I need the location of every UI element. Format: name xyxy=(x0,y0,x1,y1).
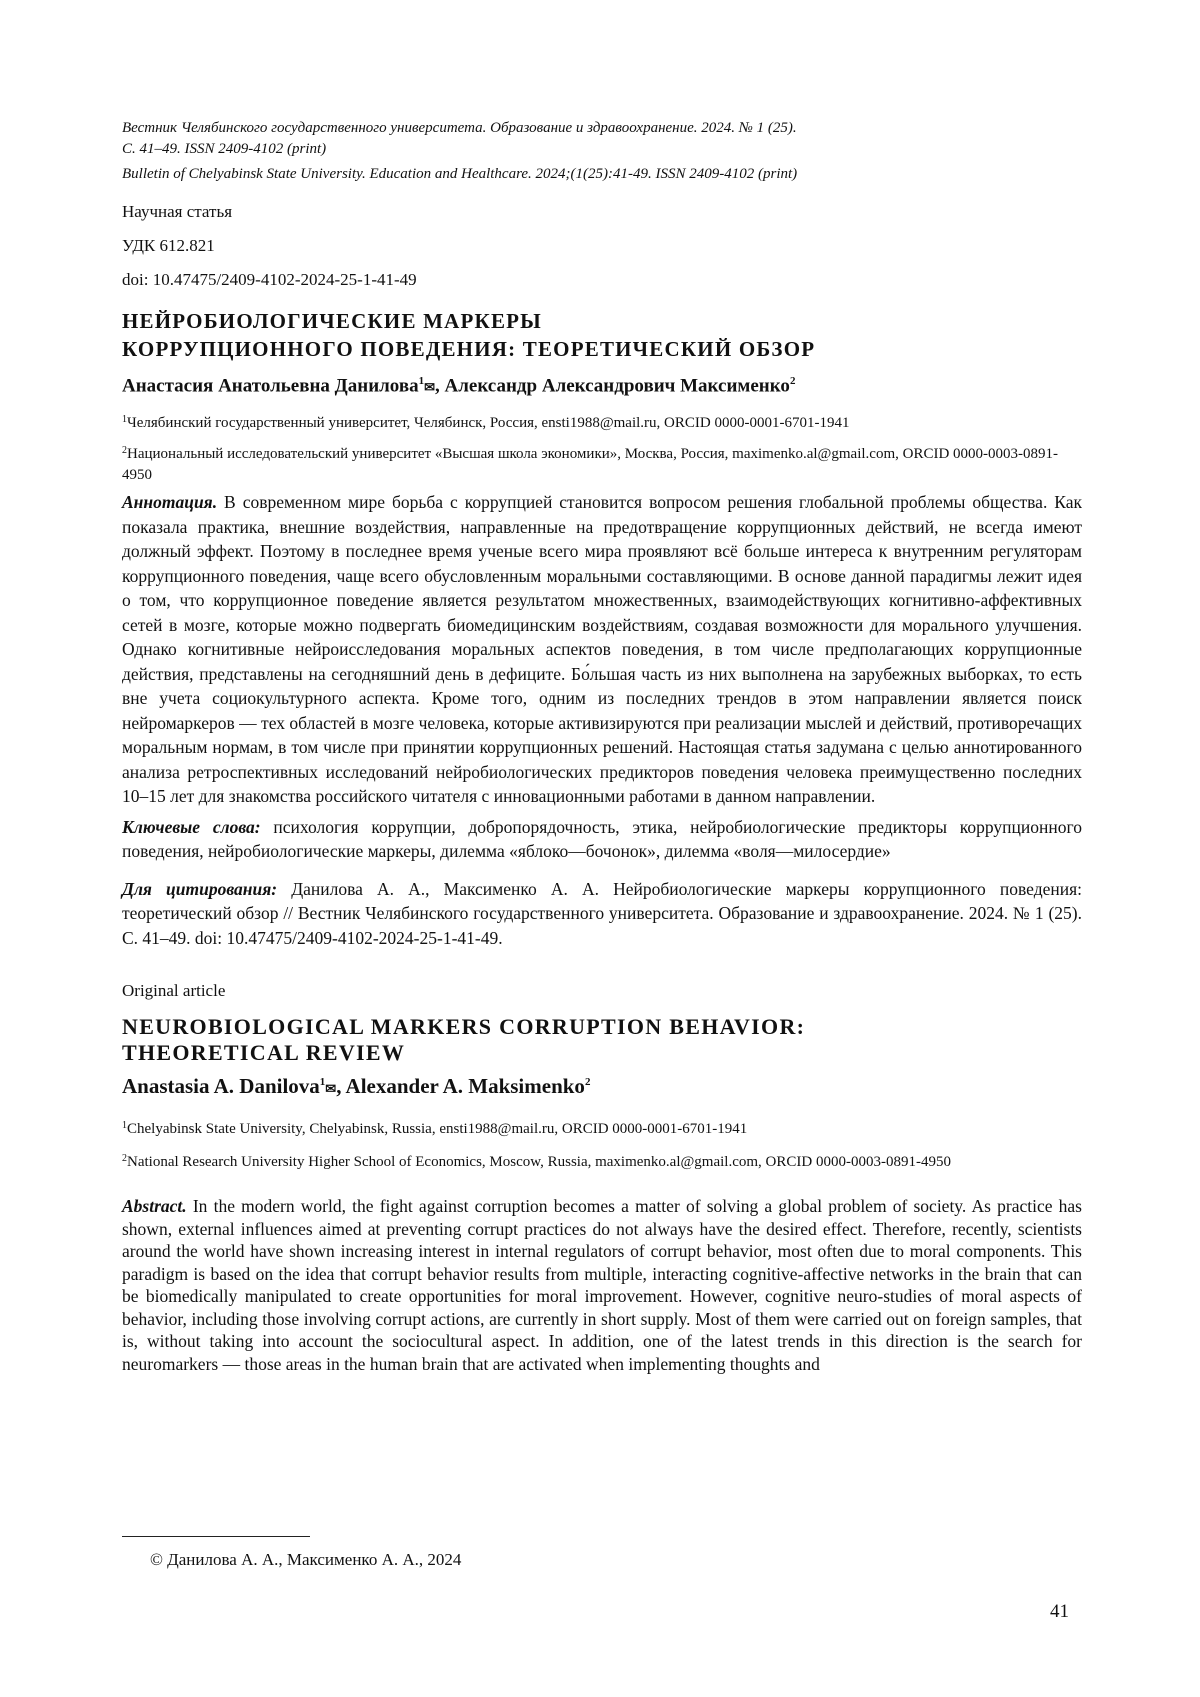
author-1-ru-sup: 1 xyxy=(418,375,425,387)
authors-ru xyxy=(122,375,1082,397)
doi: doi: 10.47475/2409-4102-2024-25-1-41-49 xyxy=(122,270,417,289)
keywords-ru xyxy=(122,815,1082,864)
affiliation-ru-2-text: Национальный исследовательский университет «Высшая школа экономики», Москва, Россия, maximenko.al@gmail.com, ORCID 0000-0003-0891-4950 xyxy=(122,446,1059,484)
affiliation-en-1 xyxy=(122,1115,1082,1140)
affiliation-en-2-text: National Research University Higher School of Economics, Moscow, Russia, maximenko.al@gmail.com, ORCID 0000-0003-0891-4950 xyxy=(127,1154,951,1171)
journal-line-3: Bulletin of Chelyabinsk State University. Education and Healthcare. 2024;(1(25):41-49. ISSN 2409-4102 (print) xyxy=(122,166,798,182)
authors-en-separator: , xyxy=(336,1074,346,1099)
abstract-ru xyxy=(122,490,1082,809)
authors-en xyxy=(122,1074,1082,1099)
affiliation-en-2 xyxy=(122,1148,1082,1173)
affiliation-ru-1-text: Челябинский государственный университет, Челябинск, Россия, ensti1988@mail.ru, ORCID 0000-0001-6701-1941 xyxy=(127,415,850,432)
footnote-divider xyxy=(122,1536,310,1537)
affiliation-ru-2-number: 2 xyxy=(122,445,127,457)
author-2-en: Alexander A. Maksimenko xyxy=(345,1074,585,1099)
abstract-en-label: Abstract. xyxy=(122,1196,187,1217)
affiliation-en-2-number: 2 xyxy=(122,1153,127,1165)
affiliation-ru-1 xyxy=(122,409,1082,434)
citation-ru-text: Данилова А. А., Максименко А. А. Нейробиологические маркеры коррупционного поведения: теоретический обзор // Вестник Челябинского государственного университета. Образование и здравоохранение. 2024. № 1 (25). С. 41–49. doi: 10.47475/2409-4102-2024-25-1-41-49. xyxy=(122,878,1083,948)
author-2-en-sup: 2 xyxy=(584,1076,591,1089)
citation-ru-label: Для цитирования: xyxy=(122,878,278,899)
page-number: 41 xyxy=(1050,1601,1069,1622)
affiliation-ru-1-number: 1 xyxy=(122,414,127,426)
title-en-line-1: NEUROBIOLOGICAL MARKERS CORRUPTION BEHAVIOR: xyxy=(122,1014,806,1040)
title-ru-line-2: КОРРУПЦИОННОГО ПОВЕДЕНИЯ: ТЕОРЕТИЧЕСКИЙ ОБЗОР xyxy=(122,337,816,361)
title-ru-line-1: НЕЙРОБИОЛОГИЧЕСКИЕ МАРКЕРЫ xyxy=(122,309,542,333)
abstract-en xyxy=(122,1195,1082,1375)
keywords-ru-label: Ключевые слова: xyxy=(122,816,261,837)
journal-line-2: С. 41–49. ISSN 2409-4102 (print) xyxy=(122,141,327,157)
author-1-en-sup: 1 xyxy=(319,1076,326,1089)
article-type-en: Original article xyxy=(122,981,226,1001)
envelope-icon: ✉ xyxy=(424,379,436,395)
citation-ru xyxy=(122,877,1082,951)
author-1-en: Anastasia A. Danilova xyxy=(122,1074,320,1099)
journal-info xyxy=(122,118,1082,185)
abstract-ru-text: В современном мире борьба с коррупцией становится вопросом решения глобальной проблемы общества. Как показала практика, внешние воздействия, направленные на предотвращение коррупционных действий, не всегда имеют должный эффект. Поэтому в последнее время ученые всего мира проявляют всё больше интереса к внутренним регуляторам коррупционного поведения, чаще всего обусловленным моральными составляющими. В основе данной парадигмы лежит идея о том, что коррупционное поведение является результатом множественных, взаимодействующих когнитивно-аффективных сетей в мозге, которые можно подвергать биомедицинским воздействиям, создавая возможности для морального улучшения. Однако когнитивные нейроисследования моральных аспектов поведения, в том числе предполагающих коррупционные действия, представлены на сегодняшний день в дефиците. Бо́льшая часть из них выполнена на зарубежных выборках, то есть вне учета социокультурного аспекта. Кроме того, одним из последних трендов в этом направлении является поиск нейромаркеров — тех областей в мозге человека, которые активизируются при реализации мыслей и действий, противоречащих моральным нормам, в том числе при принятии коррупционных решений. Настоящая статья задумана с целью аннотированного анализа ретроспективных исследований нейробиологических предикторов поведения человека преимущественно последних 10–15 лет для знакомства российского читателя с инновационными работами в данном направлении. xyxy=(122,492,1082,807)
affiliation-en-1-text: Chelyabinsk State University, Chelyabinsk, Russia, ensti1988@mail.ru, ORCID 0000-0001-6701-1941 xyxy=(127,1121,748,1138)
article-page xyxy=(122,118,1082,1375)
authors-ru-separator: , xyxy=(435,375,445,397)
copyright-footnote: © Данилова А. А., Максименко А. А., 2024 xyxy=(150,1550,462,1569)
author-2-ru: Александр Александрович Максименко xyxy=(444,375,790,397)
affiliations-ru xyxy=(122,409,1082,486)
affiliation-en-1-number: 1 xyxy=(122,1120,127,1132)
author-2-ru-sup: 2 xyxy=(789,375,796,387)
title-en xyxy=(122,1014,1082,1066)
keywords-ru-text: психология коррупции, добропорядочность, этика, нейробиологические предикторы коррупционного поведения, нейробиологические маркеры, дилемма «яблоко—бочонок», дилемма «воля—милосердие» xyxy=(122,816,1082,862)
abstract-en-text: In the modern world, the fight against corruption becomes a matter of solving a global problem of society. As practice has shown, external influences aimed at preventing corrupt practices do not always have the desired effect. Therefore, recently, scientists around the world have shown increasing interest in internal regulators of corrupt behavior, most often due to moral components. This paradigm is based on the idea that corrupt behavior results from multiple, interacting cognitive-affective networks in the brain that can be biomedically manipulated to create opportunities for moral improvement. However, cognitive neuro-studies of moral aspects of behavior, including those involving corrupt actions, are currently in short supply. Most of them were carried out on foreign samples, that is, without taking into account the sociocultural aspect. In addition, one of the latest trends in this direction is the search for neuromarkers — those areas in the human brain that are activated when implementing thoughts and xyxy=(122,1196,1082,1374)
journal-line-1: Вестник Челябинского государственного университета. Образование и здравоохранение. 2024. № 1 (25). xyxy=(122,120,797,136)
affiliations-en xyxy=(122,1115,1082,1173)
envelope-icon: ✉ xyxy=(325,1081,337,1097)
title-en-line-2: THEORETICAL REVIEW xyxy=(122,1040,406,1066)
affiliation-ru-2 xyxy=(122,440,1082,486)
article-type-ru: Научная статья xyxy=(122,202,233,221)
abstract-ru-label: Аннотация. xyxy=(122,492,218,513)
udc: УДК 612.821 xyxy=(122,236,215,255)
author-1-ru: Анастасия Анатольевна Данилова xyxy=(122,375,419,397)
title-ru xyxy=(122,307,1082,363)
